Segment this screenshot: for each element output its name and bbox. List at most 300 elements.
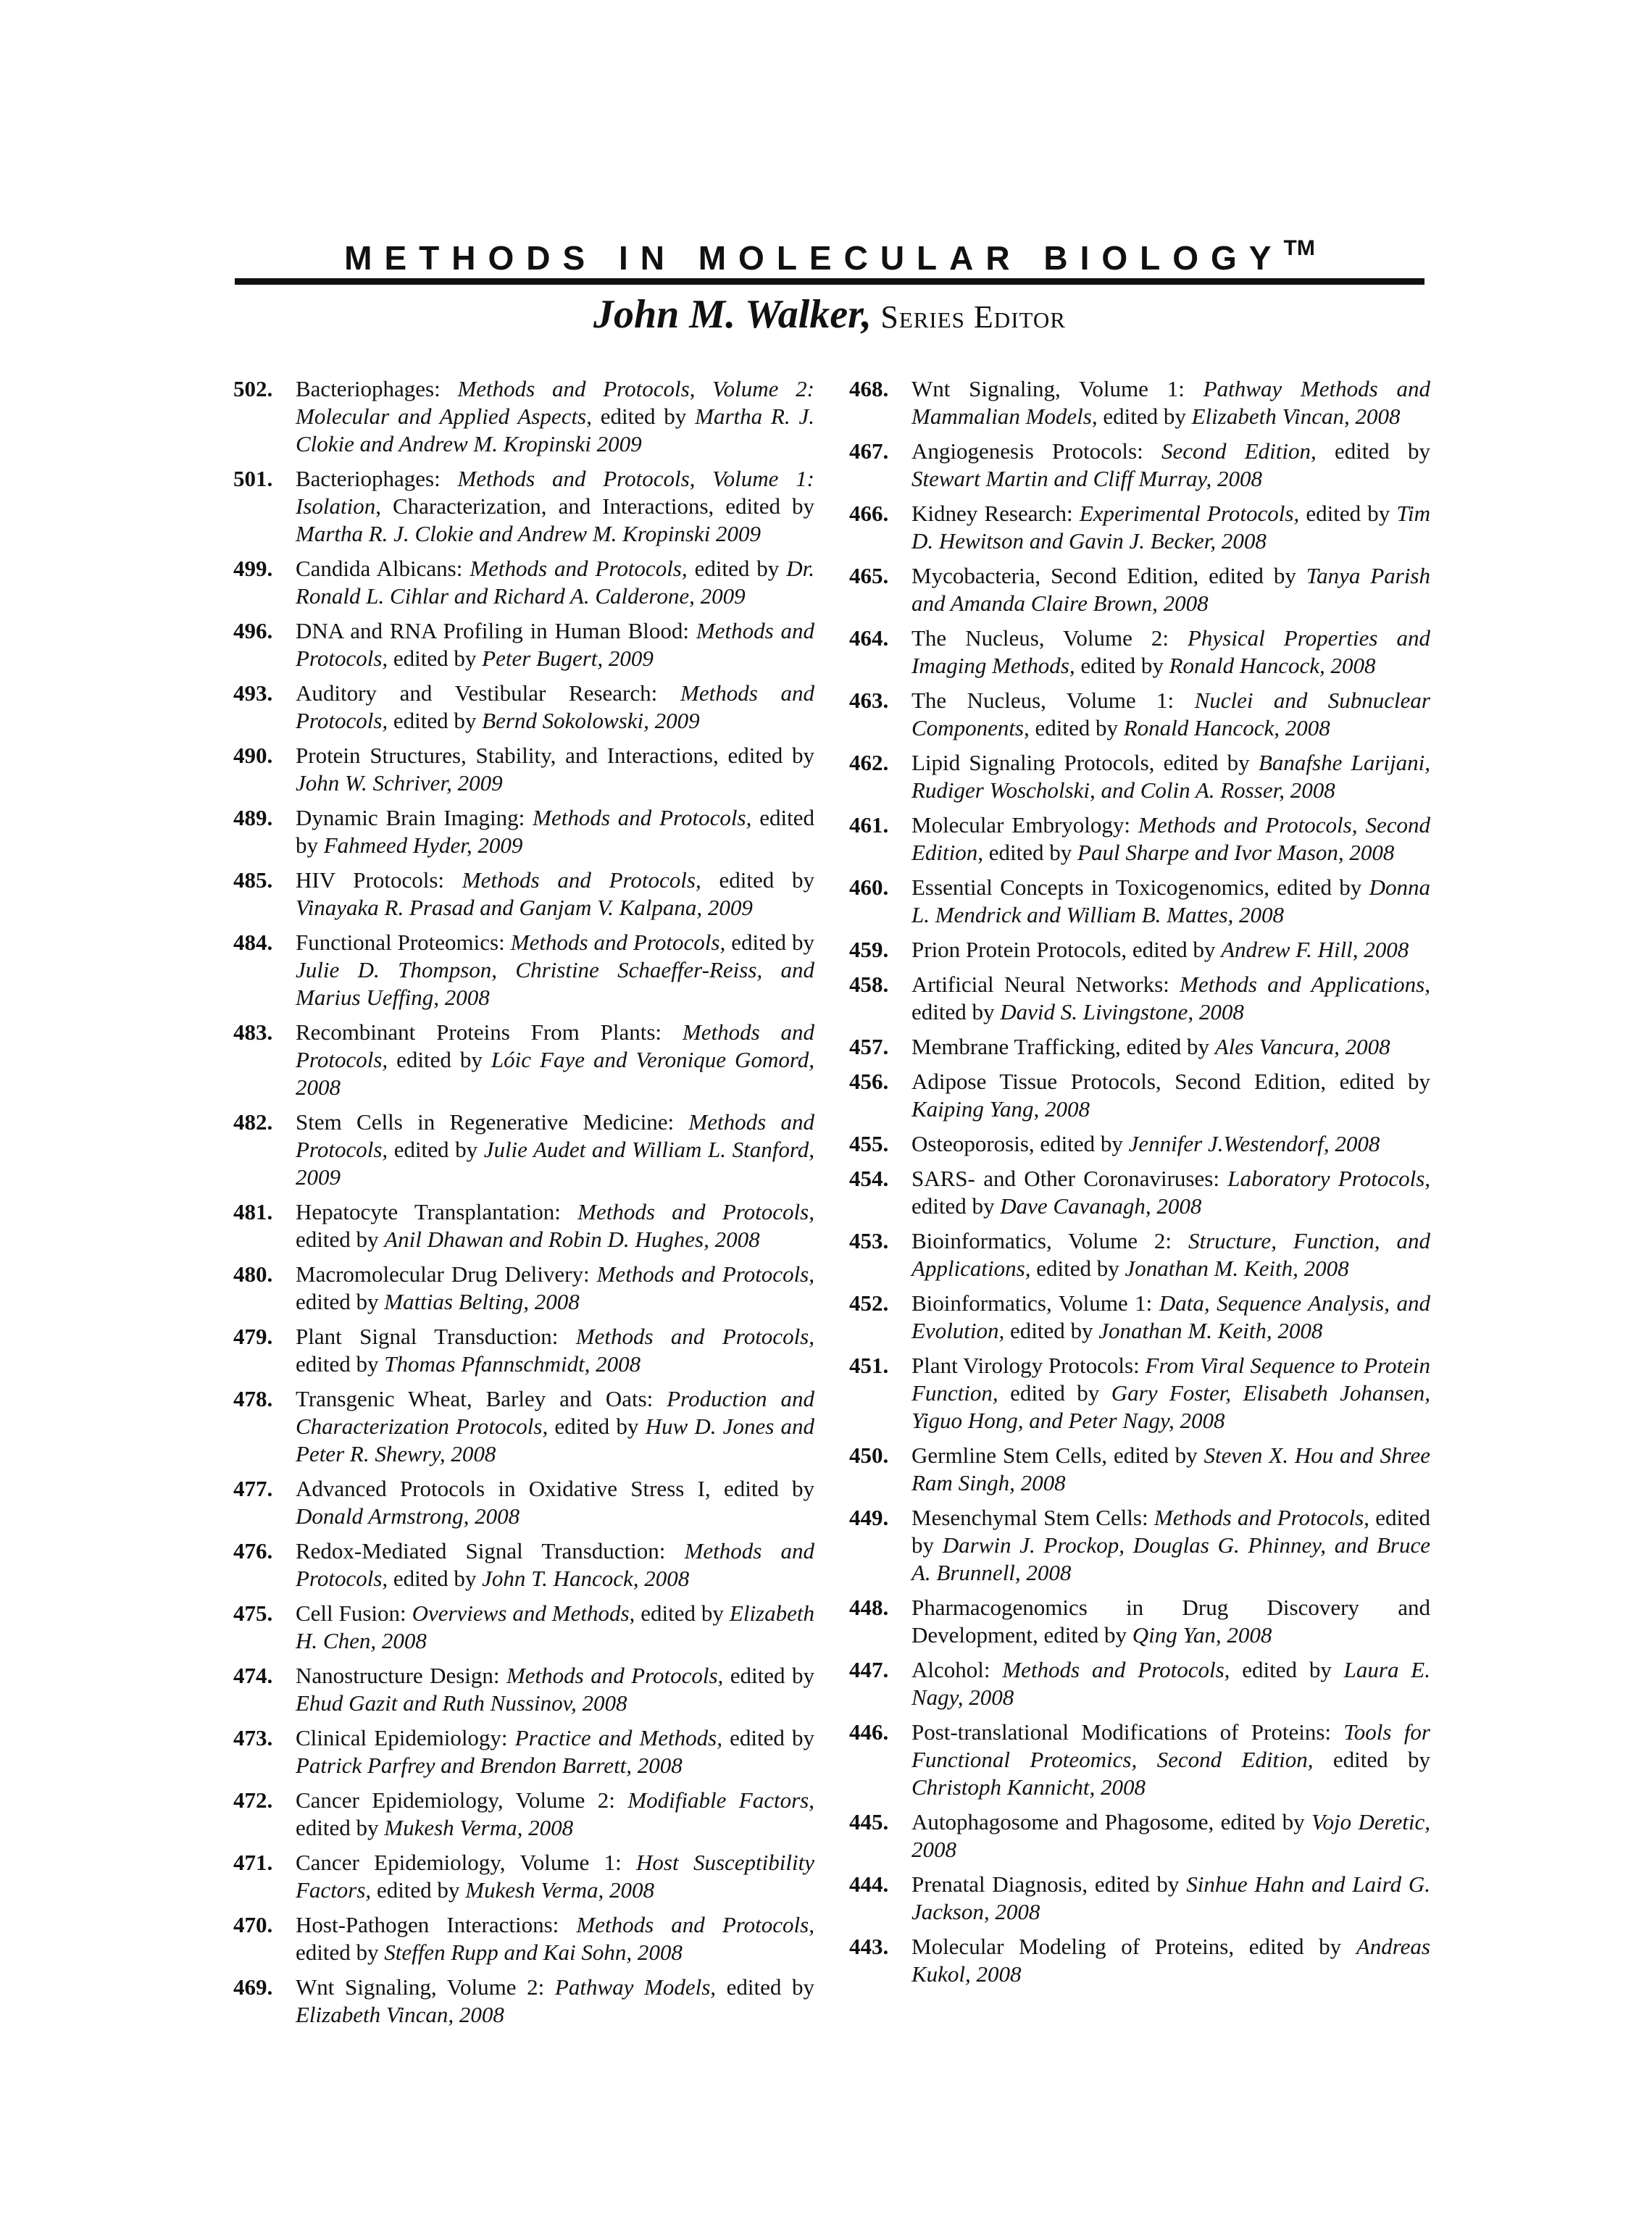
volume-title: Bacteriophages:	[296, 376, 458, 401]
volume-editors: Anil Dhawan and Robin D. Hughes, 2008	[384, 1227, 760, 1252]
volume-text	[296, 1109, 814, 1191]
edited-by-label: edited by	[983, 840, 1078, 865]
volume-editors: Lóic Faye and Veronique Gomord, 2008	[296, 1047, 814, 1100]
volume-title: Essential Concepts in Toxicogenomics,	[911, 874, 1269, 900]
volume-number: 452.	[849, 1290, 889, 1316]
volume-text	[911, 1290, 1430, 1345]
volume-title: Stem Cells in Regenerative Medicine:	[296, 1109, 689, 1135]
volume-title: Wnt Signaling, Volume 2:	[296, 1974, 555, 2000]
volume-title: Prion Protein Protocols,	[911, 937, 1127, 962]
volume-number: 482.	[233, 1109, 273, 1135]
volume-text	[911, 936, 1430, 964]
volume-text	[296, 867, 814, 922]
list-item	[849, 1933, 1430, 1988]
volume-title: Dynamic Brain Imaging:	[296, 805, 533, 830]
volume-text	[911, 1594, 1430, 1649]
volume-editors: Elizabeth H. Chen, 2008	[296, 1600, 814, 1653]
list-item	[849, 874, 1430, 929]
list-item	[233, 1261, 814, 1316]
edited-by-label: edited by	[635, 1600, 730, 1626]
volume-text	[911, 1068, 1430, 1123]
edited-by-label: edited by	[718, 743, 814, 768]
volume-title: Bacteriophages:	[296, 466, 458, 491]
volume-title: Prenatal Diagnosis,	[911, 1871, 1088, 1897]
volume-title: Plant Virology Protocols:	[911, 1353, 1146, 1378]
volume-number: 501.	[233, 466, 273, 491]
edited-by-label: edited by	[687, 556, 787, 581]
volume-number: 467.	[849, 438, 889, 464]
volume-editors: Dr. Ronald L. Cihlar and Richard A. Calderone, 2009	[296, 556, 814, 609]
edited-by-label: edited by	[388, 708, 483, 733]
edited-by-label: edited by	[1230, 1657, 1344, 1682]
volume-text	[296, 1261, 814, 1316]
edited-by-label: edited by	[716, 1974, 815, 2000]
list-item	[233, 1323, 814, 1378]
volume-title: Nanostructure Design:	[296, 1663, 506, 1688]
edited-by-label: edited by	[1326, 1069, 1430, 1094]
list-item	[849, 1033, 1430, 1061]
volume-text	[296, 465, 814, 548]
volume-text	[296, 1662, 814, 1717]
volume-text	[911, 1933, 1430, 1988]
volume-subtitle: Physical Properties and Imaging Methods,	[911, 625, 1430, 678]
volume-subtitle: Methods and Protocols,	[576, 1912, 814, 1937]
volume-text	[296, 1724, 814, 1779]
volume-text	[296, 1019, 814, 1101]
volume-number: 458.	[849, 972, 889, 997]
volume-number: 455.	[849, 1131, 889, 1156]
volume-subtitle: Modifiable Factors,	[627, 1787, 814, 1813]
volume-text	[911, 375, 1430, 430]
volume-text	[296, 680, 814, 735]
list-item	[233, 1974, 814, 2029]
volume-text	[911, 1033, 1430, 1061]
volume-subtitle: Methods and Protocols,	[506, 1663, 724, 1688]
list-item	[849, 562, 1430, 617]
volume-editors: Patrick Parfrey and Brendon Barrett, 2008	[296, 1753, 683, 1778]
volume-text	[911, 1871, 1430, 1926]
edited-by-label: edited by	[1029, 715, 1124, 740]
list-item	[849, 438, 1430, 493]
volume-number: 466.	[849, 501, 889, 526]
volume-text	[911, 1442, 1430, 1497]
volume-editors: Laura E. Nagy, 2008	[911, 1657, 1430, 1710]
edited-by-label: edited by	[722, 1725, 815, 1750]
volume-title: Pharmacogenomics in Drug Discovery and Development,	[911, 1595, 1430, 1648]
volume-editors: John W. Schriver, 2009	[296, 770, 503, 796]
volume-number: 499.	[233, 556, 273, 581]
list-item	[233, 1109, 814, 1191]
list-item	[849, 1068, 1430, 1123]
volume-editors: Donald Armstrong, 2008	[296, 1503, 520, 1529]
list-item	[849, 1808, 1430, 1863]
volume-editors: Paul Sharpe and Ivor Mason, 2008	[1077, 840, 1395, 865]
edited-by-label: edited by	[296, 1351, 385, 1377]
edited-by-label: edited by	[1030, 1256, 1125, 1281]
series-title-text: METHODS IN MOLECULAR BIOLOGY	[344, 239, 1284, 277]
volume-number: 493.	[233, 680, 273, 706]
volume-editors: Ronald Hancock, 2008	[1123, 715, 1330, 740]
volume-subtitle: From Viral Sequence to Protein Function,	[911, 1353, 1430, 1406]
edited-by-label: edited by	[296, 1227, 385, 1252]
list-item	[849, 500, 1430, 555]
volume-text	[296, 617, 814, 672]
volume-number: 477.	[233, 1476, 273, 1501]
editor-name: John M. Walker,	[593, 292, 872, 337]
volume-editors: Jonathan M. Keith, 2008	[1125, 1256, 1349, 1281]
volume-text	[911, 438, 1430, 493]
volume-title: SARS- and Other Coronaviruses:	[911, 1166, 1228, 1191]
volume-text	[296, 804, 814, 859]
volume-editors: Donna L. Mendrick and William B. Mattes, 2008	[911, 874, 1430, 927]
list-item	[233, 804, 814, 859]
series-editor	[235, 293, 1424, 338]
volume-subtitle: Methods and Protocols,	[510, 930, 726, 955]
volume-editors: Julie Audet and William L. Stanford, 2009	[296, 1137, 814, 1190]
volume-editors: Julie D. Thompson, Christine Schaeffer-Reiss, and Marius Ueffing, 2008	[296, 957, 814, 1010]
volume-title: The Nucleus, Volume 2:	[911, 625, 1188, 651]
list-item	[233, 1019, 814, 1101]
edited-by-label: edited by	[1269, 874, 1369, 900]
volume-title: Candida Albicans:	[296, 556, 470, 581]
header-rule	[235, 278, 1424, 285]
volume-subtitle: Methods and Protocols,	[575, 1324, 814, 1349]
volume-title: Cell Fusion:	[296, 1600, 412, 1626]
edited-by-label: edited by	[911, 1193, 1001, 1219]
volume-subtitle: Experimental Protocols,	[1079, 501, 1300, 526]
volume-title: Functional Proteomics:	[296, 930, 511, 955]
list-item	[849, 749, 1430, 804]
list-item	[849, 1719, 1430, 1801]
volume-text	[911, 749, 1430, 804]
volume-text	[911, 1352, 1430, 1435]
list-item	[233, 1787, 814, 1842]
volume-text	[911, 811, 1430, 867]
volume-number: 490.	[233, 743, 273, 768]
edited-by-label: edited by	[725, 930, 814, 955]
edited-by-label: edited by	[1127, 937, 1222, 962]
volume-number: 453.	[849, 1228, 889, 1253]
edited-by-label: edited by	[1034, 1131, 1129, 1156]
edited-by-label: edited by	[296, 1289, 385, 1314]
volume-subtitle: Production and Characterization Protocols,	[296, 1386, 814, 1439]
volume-text	[911, 1504, 1430, 1587]
volume-subtitle: Data, Sequence Analysis, and Evolution,	[911, 1290, 1430, 1343]
volume-text	[911, 562, 1430, 617]
volume-editors: Christoph Kannicht, 2008	[911, 1774, 1146, 1800]
volume-text	[296, 1787, 814, 1842]
volume-title: Host-Pathogen Interactions:	[296, 1912, 577, 1937]
volume-title: Wnt Signaling, Volume 1:	[911, 376, 1203, 401]
list-item	[233, 617, 814, 672]
volume-editors: Dave Cavanagh, 2008	[1000, 1193, 1202, 1219]
list-item	[233, 1475, 814, 1530]
edited-by-label: edited by	[296, 1815, 385, 1840]
volume-text	[296, 1974, 814, 2029]
edited-by-label: edited by	[1198, 563, 1306, 588]
volume-title: Protein Structures, Stability, and Interactions,	[296, 743, 719, 768]
list-item	[849, 1442, 1430, 1497]
volume-text	[911, 971, 1430, 1026]
volume-title: Lipid Signaling Protocols,	[911, 750, 1155, 775]
volume-number: 471.	[233, 1850, 273, 1875]
edited-by-label: edited by	[1299, 501, 1397, 526]
volume-text	[911, 687, 1430, 742]
volume-text	[296, 742, 814, 797]
volume-title: Cancer Epidemiology, Volume 1:	[296, 1850, 637, 1875]
volume-number: 464.	[849, 625, 889, 651]
volume-text	[296, 375, 814, 458]
right-column	[849, 375, 1430, 1995]
edited-by-label: edited by	[388, 646, 483, 671]
volume-subtitle: Methods and Protocols,	[1002, 1657, 1230, 1682]
volume-subtitle: Host Susceptibility Factors,	[296, 1850, 814, 1903]
list-item	[849, 811, 1430, 867]
volume-editors: Jennifer J.Westendorf, 2008	[1128, 1131, 1380, 1156]
edited-by-label: edited by	[714, 493, 814, 519]
volume-title: Artificial Neural Networks:	[911, 972, 1180, 997]
volume-editors: Vinayaka R. Prasad and Ganjam V. Kalpana, 2009	[296, 895, 753, 920]
series-title	[235, 238, 1424, 275]
volume-editors: Kaiping Yang, 2008	[911, 1096, 1090, 1122]
volume-subtitle: Laboratory Protocols,	[1227, 1166, 1431, 1191]
volume-number: 484.	[233, 930, 273, 955]
volume-text	[296, 1385, 814, 1468]
volume-title: Germline Stem Cells,	[911, 1443, 1108, 1468]
list-item	[849, 1504, 1430, 1587]
list-item	[233, 1662, 814, 1717]
volume-text	[296, 1323, 814, 1378]
volume-number: 489.	[233, 805, 273, 830]
volume-subtitle: Methods and Protocols,	[296, 1109, 814, 1162]
volume-number: 449.	[849, 1505, 889, 1530]
volume-text	[911, 1165, 1430, 1220]
volume-editors: John T. Hancock, 2008	[482, 1566, 690, 1591]
volume-text	[911, 1719, 1430, 1801]
edited-by-label: edited by	[710, 1476, 814, 1501]
volume-number: 479.	[233, 1324, 273, 1349]
volume-number: 448.	[849, 1595, 889, 1620]
list-item	[233, 1911, 814, 1966]
edited-by-label: edited by	[1038, 1622, 1132, 1648]
volume-number: 457.	[849, 1034, 889, 1059]
list-item	[233, 375, 814, 458]
volume-number: 470.	[233, 1912, 273, 1937]
volume-editors: Stewart Martin and Cliff Murray, 2008	[911, 466, 1262, 491]
edited-by-label: edited by	[388, 1047, 491, 1072]
edited-by-label: edited by	[388, 1566, 483, 1591]
list-item	[849, 936, 1430, 964]
list-item	[233, 929, 814, 1011]
list-item	[233, 555, 814, 610]
volume-title: Hepatocyte Transplantation:	[296, 1199, 578, 1224]
volume-editors: Huw D. Jones and Peter R. Shewry, 2008	[296, 1414, 814, 1466]
volume-number: 476.	[233, 1538, 273, 1564]
edited-by-label: edited by	[388, 1137, 484, 1162]
volume-subtitle: Pathway Methods and Mammalian Models,	[911, 376, 1431, 429]
edited-by-label: edited by	[1075, 653, 1169, 678]
list-item	[849, 625, 1430, 680]
volume-number: 483.	[233, 1019, 273, 1045]
volume-title: Mesenchymal Stem Cells:	[911, 1505, 1154, 1530]
volume-number: 468.	[849, 376, 889, 401]
volume-subtitle: Pathway Models,	[554, 1974, 717, 2000]
volume-text	[911, 500, 1430, 555]
volume-number: 443.	[849, 1934, 889, 1959]
volume-editors: David S. Livingstone, 2008	[1000, 999, 1244, 1024]
volume-title: Bioinformatics, Volume 2:	[911, 1228, 1188, 1253]
volume-text	[296, 1600, 814, 1655]
volume-editors: Sinhue Hahn and Laird G. Jackson, 2008	[911, 1871, 1430, 1924]
volume-subtitle: Methods and Protocols,	[296, 1019, 814, 1072]
edited-by-label: edited by	[911, 1505, 1430, 1558]
volume-editors: Thomas Pfannschmidt, 2008	[384, 1351, 641, 1377]
edited-by-label: edited by	[701, 867, 814, 893]
volume-text	[296, 1198, 814, 1253]
volume-number: 462.	[849, 750, 889, 775]
volume-number: 465.	[849, 563, 889, 588]
volume-title: Plant Signal Transduction:	[296, 1324, 576, 1349]
volume-subtitle: Methods and Protocols,	[296, 680, 814, 733]
edited-by-label: edited by	[723, 1663, 814, 1688]
volume-editors: Mattias Belting, 2008	[384, 1289, 580, 1314]
edited-by-label: edited by	[1214, 1809, 1312, 1834]
volume-title: Advanced Protocols in Oxidative Stress I,	[296, 1476, 711, 1501]
volume-number: 447.	[849, 1657, 889, 1682]
edited-by-label: edited by	[1107, 1443, 1204, 1468]
volume-number: 445.	[849, 1809, 889, 1834]
volume-subtitle: Methods and Protocols, Volume 1: Isolation	[296, 466, 814, 519]
left-column	[233, 375, 814, 2036]
volume-subtitle-extra: , Characterization, and Interactions,	[375, 493, 714, 519]
volume-editors: Ronald Hancock, 2008	[1169, 653, 1376, 678]
edited-by-label: edited by	[548, 1414, 646, 1439]
volume-title: HIV Protocols:	[296, 867, 462, 893]
volume-subtitle: Structure, Function, and Applications,	[911, 1228, 1430, 1281]
edited-by-label: edited by	[1097, 404, 1192, 429]
volume-title: Bioinformatics, Volume 1:	[911, 1290, 1159, 1316]
volume-text	[296, 555, 814, 610]
list-item	[233, 680, 814, 735]
volume-text	[296, 1475, 814, 1530]
volume-subtitle: Second Edition,	[1161, 438, 1317, 464]
list-item	[233, 1198, 814, 1253]
list-item	[233, 1537, 814, 1592]
volume-editors: Gary Foster, Elisabeth Johansen, Yiguo Hong, and Peter Nagy, 2008	[911, 1380, 1431, 1433]
volume-editors: Banafshe Larijani, Rudiger Woscholski, and Colin A. Rosser, 2008	[911, 750, 1431, 803]
editor-role: Series Editor	[880, 299, 1066, 335]
volume-editors: Fahmeed Hyder, 2009	[323, 832, 523, 858]
volume-subtitle: Nuclei and Subnuclear Components,	[911, 688, 1430, 740]
list-item	[849, 1871, 1430, 1926]
volume-editors: Peter Bugert, 2009	[482, 646, 654, 671]
volume-title: DNA and RNA Profiling in Human Blood:	[296, 618, 696, 643]
volume-title: Adipose Tissue Protocols, Second Edition,	[911, 1069, 1327, 1094]
volume-editors: Martha R. J. Clokie and Andrew M. Kropinski 2009	[296, 521, 762, 546]
volume-number: 485.	[233, 867, 273, 893]
volume-title: Kidney Research:	[911, 501, 1080, 526]
volume-text	[911, 1656, 1430, 1711]
edited-by-label: edited by	[296, 1940, 385, 1965]
list-item	[233, 465, 814, 548]
edited-by-label: edited by	[1234, 1934, 1356, 1959]
volume-text	[911, 1130, 1430, 1158]
volume-title: Redox-Mediated Signal Transduction:	[296, 1538, 685, 1564]
list-item	[849, 1594, 1430, 1649]
list-item	[233, 1600, 814, 1655]
volume-title: Auditory and Vestibular Research:	[296, 680, 680, 706]
volume-editors: Mukesh Verma, 2008	[465, 1877, 655, 1903]
volume-number: 480.	[233, 1261, 273, 1287]
volume-text	[911, 625, 1430, 680]
edited-by-label: edited by	[1316, 438, 1430, 464]
volume-title: Molecular Embryology:	[911, 812, 1139, 838]
volume-editors: Andrew F. Hill, 2008	[1221, 937, 1409, 962]
volume-subtitle: Methods and Protocols,	[470, 556, 688, 581]
volume-number: 450.	[849, 1443, 889, 1468]
edited-by-label: edited by	[591, 404, 696, 429]
volume-number: 496.	[233, 618, 273, 643]
list-item	[849, 1227, 1430, 1282]
volume-title: Cancer Epidemiology, Volume 2:	[296, 1787, 628, 1813]
list-item	[849, 1656, 1430, 1711]
volume-text	[296, 1537, 814, 1592]
edited-by-label: edited by	[911, 999, 1001, 1024]
volume-number: 446.	[849, 1719, 889, 1745]
list-item	[849, 1352, 1430, 1435]
volume-editors: Bernd Sokolowski, 2009	[482, 708, 700, 733]
edited-by-label: edited by	[998, 1380, 1111, 1406]
edited-by-label: edited by	[296, 805, 814, 858]
volume-editors: Ehud Gazit and Ruth Nussinov, 2008	[296, 1690, 627, 1716]
volume-editors: Andreas Kukol, 2008	[911, 1934, 1430, 1987]
volume-number: 461.	[849, 812, 889, 838]
volume-subtitle: Overviews and Methods,	[412, 1600, 635, 1626]
list-item	[233, 1724, 814, 1779]
volume-editors: Darwin J. Prockop, Douglas G. Phinney, and Bruce A. Brunnell, 2008	[911, 1532, 1431, 1585]
volume-number: 459.	[849, 937, 889, 962]
volume-number: 473.	[233, 1725, 273, 1750]
volume-title: Molecular Modeling of Proteins,	[911, 1934, 1235, 1959]
volume-editors: Steffen Rupp and Kai Sohn, 2008	[384, 1940, 683, 1965]
volume-title: Alcohol:	[911, 1657, 1003, 1682]
volume-title: Membrane Trafficking,	[911, 1034, 1121, 1059]
volume-editors: Tanya Parish and Amanda Claire Brown, 2008	[911, 563, 1430, 616]
volume-editors: Elizabeth Vincan, 2008	[1191, 404, 1401, 429]
volume-title: Transgenic Wheat, Barley and Oats:	[296, 1386, 667, 1411]
volume-subtitle: Methods and Protocols,	[577, 1199, 814, 1224]
volume-subtitle: Methods and Protocols,	[533, 805, 752, 830]
volume-editors: Ales Vancura, 2008	[1214, 1034, 1390, 1059]
volume-editors: Elizabeth Vincan, 2008	[296, 2002, 504, 2027]
volume-title: Macromolecular Drug Delivery:	[296, 1261, 597, 1287]
volume-number: 472.	[233, 1787, 273, 1813]
volume-text	[911, 1227, 1430, 1282]
volume-number: 454.	[849, 1166, 889, 1191]
edited-by-label: edited by	[1004, 1318, 1099, 1343]
volume-subtitle: Tools for Functional Proteomics, Second Edition,	[911, 1719, 1430, 1772]
list-item	[849, 1130, 1430, 1158]
volume-title: The Nucleus, Volume 1:	[911, 688, 1195, 713]
volume-number: 478.	[233, 1386, 273, 1411]
volume-subtitle: Methods and Protocols,	[296, 1538, 814, 1591]
edited-by-label: edited by	[1313, 1747, 1430, 1772]
volume-text	[911, 1808, 1430, 1863]
volume-title: Autophagosome and Phagosome,	[911, 1809, 1214, 1834]
volume-number: 456.	[849, 1069, 889, 1094]
edited-by-label: edited by	[1154, 750, 1259, 775]
volume-editors: Tim D. Hewitson and Gavin J. Becker, 2008	[911, 501, 1431, 554]
